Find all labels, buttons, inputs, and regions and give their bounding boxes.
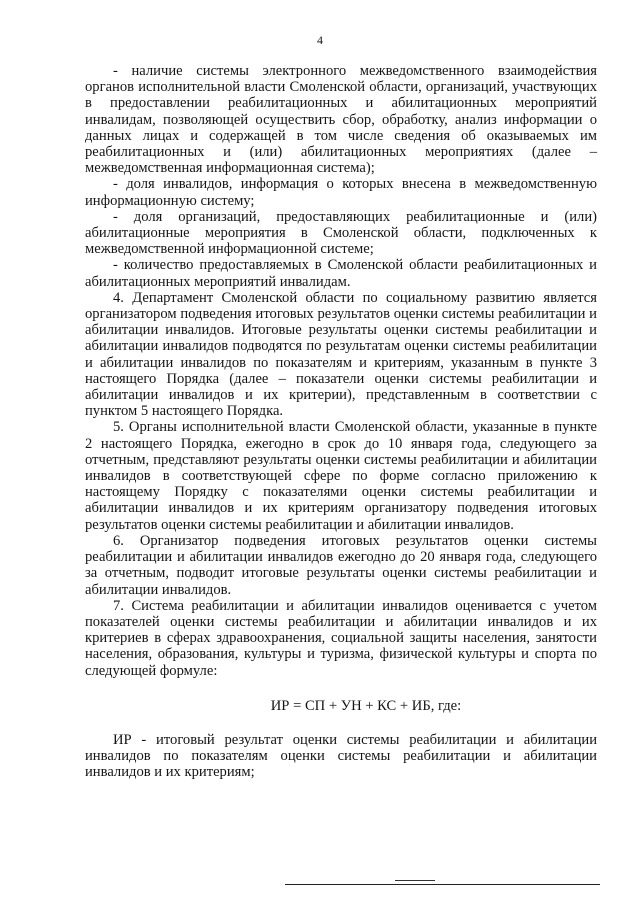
paragraph-item-count-measures: - количество предоставляемых в Смоленской области реабилитационных и абилитационных мероприятий инвалидам.: [85, 257, 597, 290]
paragraph-6: 6. Организатор подведения итоговых результатов оценки системы реабилитации и абилитации инвалидов ежегодно до 20 января года, следующего за отчетным, подводит итоговые результаты оценки системы реабилитации и абилитации инвалидов.: [85, 532, 597, 598]
paragraph-item-share-organizations: - доля организаций, предоставляющих реабилитационные и (или) абилитационные мероприятия в Смоленской области, подключенных к межведомственной информационной системе;: [85, 208, 597, 258]
footer-mark: [395, 880, 435, 881]
paragraph-7: 7. Система реабилитации и абилитации инвалидов оценивается с учетом показателей оценки системы реабилитации и абилитации инвалидов и их критериев в сферах здравоохранения, социальной защиты населения, занятости населения, образования, культуры и туризма, физической культуры и спорта по следующей формуле:: [85, 597, 597, 679]
definition-ir: ИР - итоговый результат оценки системы реабилитации и абилитации инвалидов по показателям оценки системы реабилитации и абилитации инвалидов и их критериям;: [85, 731, 597, 781]
paragraph-item-electronic-system: - наличие системы электронного межведомственного взаимодействия органов исполнительной власти Смоленской области, организаций, участвующих в предоставлении реабилитационных и абилитационных мероприятий инвалидам, позволяющей осуществить сбор, обработку, анализ информации о данных лицах и содержащей в том числе сведения об оказываемых им реабилитационных и (или) абилитационных мероприятиях (далее – межведомственная информационная система);: [85, 63, 597, 177]
paragraph-5: 5. Органы исполнительной власти Смоленской области, указанные в пункте 2 настоящего Порядка, ежегодно в срок до 10 января года, следующего за отчетным, представляют результаты оценки системы реабилитации и абилитации инвалидов в соответствующей сфере по форме согласно приложению к настоящему Порядку с показателями оценки системы реабилитации и абилитации инвалидов и их критериям организатору подведения итоговых результатов оценки системы реабилитации и абилитации инвалидов.: [85, 419, 597, 533]
formula: ИР = СП + УН + КС + ИБ, где:: [270, 697, 462, 714]
footer-divider: [285, 884, 600, 885]
page-number: 4: [317, 33, 323, 47]
paragraph-4: 4. Департамент Смоленской области по социальному развитию является организатором подведения итоговых результатов оценки системы реабилитации и абилитации инвалидов. Итоговые результаты оценки системы реабилитации и абилитации инвалидов подводятся по результатам оценки системы реабилитации и абилитации инвалидов по показателям и критериям, указанным в пункте 3 настоящего Порядка (далее – показатели оценки системы реабилитации и абилитации инвалидов и их критерии), представленным в соответствии с пунктом 5 настоящего Порядка.: [85, 289, 597, 420]
paragraph-item-share-disabled: - доля инвалидов, информация о которых внесена в межведомственную информационную систему;: [85, 176, 597, 209]
document-body: [85, 63, 597, 781]
